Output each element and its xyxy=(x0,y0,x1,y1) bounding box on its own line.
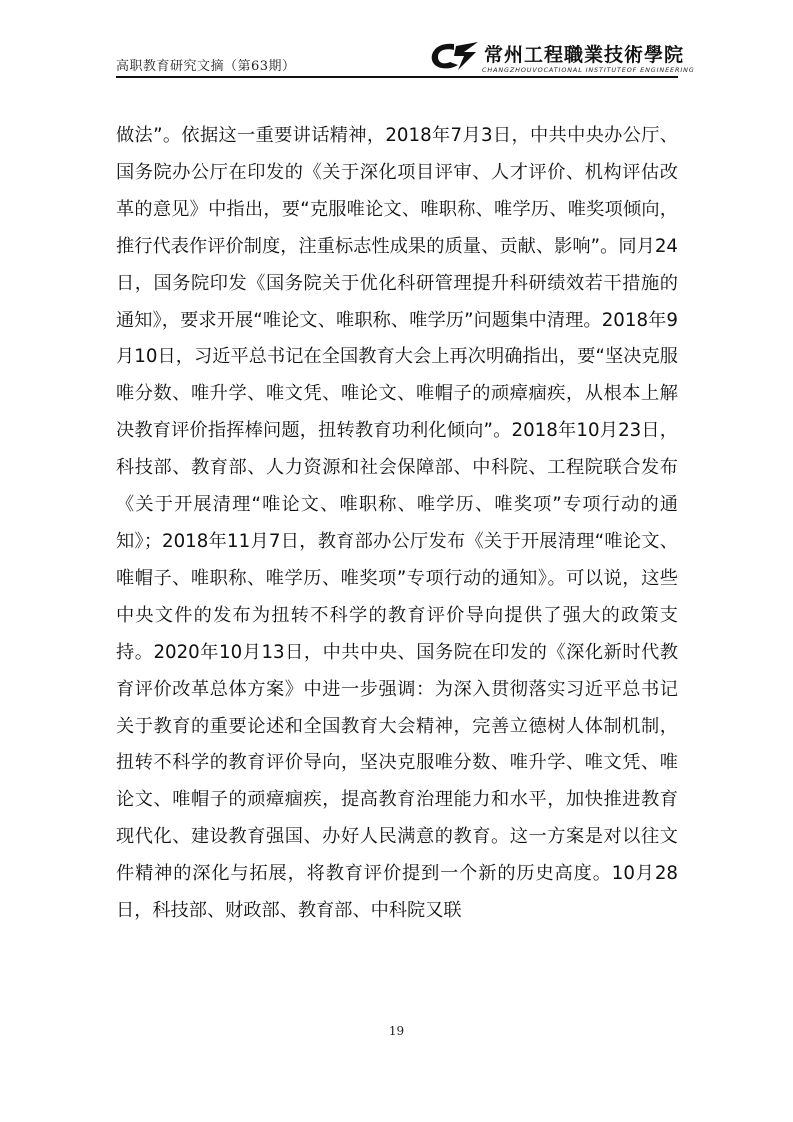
college-logo-mark-icon xyxy=(428,40,480,72)
page-number: 19 xyxy=(388,1024,405,1038)
college-name-cn: 常州工程職業技術學院 xyxy=(484,44,685,66)
page-header xyxy=(116,38,695,78)
journal-title: 高职教育研究文摘（第63期） xyxy=(116,59,296,74)
body-paragraph: 做法”。依据这一重要讲话精神，2018年7月3日，中共中央办公厅、国务院办公厅在印发的《关于深化项目评审、人才评价、机构评估改革的意见》中指出，要“克服唯论文、唯职称、唯学历、唯奖项倾向，推行代表作评价制度，注重标志性成果的质量、贡献、影响”。同月24日，国务院印发《国务院关于优化科研管理提升科研绩效若干措施的通知》，要求开展“唯论文、唯职称、唯学历”问题集中清理。2018年9月10日，习近平总书记在全国教育大会上再次明确指出，要“坚决克服唯分数、唯升学、唯文凭、唯论文、唯帽子的顽瘴痼疾，从根本上解决教育评价指挥棒问题，扭转教育功利化倾向”。2018年10月23日，科技部、教育部、人力资源和社会保障部、中科院、工程院联合发布《关于开展清理“唯论文、唯职称、唯学历、唯奖项”专项行动的通知》；2018年11月7日，教育部办公厅发布《关于开展清理“唯论文、唯帽子、唯职称、唯学历、唯奖项”专项行动的通知》。可以说，这些中央文件的发布为扭转不科学的教育评价导向提供了强大的政策支持。2020年10月13日，中共中央、国务院在印发的《深化新时代教育评价改革总体方案》中进一步强调：为深入贯彻落实习近平总书记关于教育的重要论述和全国教育大会精神，完善立德树人体制机制，扭转不科学的教育评价导向，坚决克服唯分数、唯升学、唯文凭、唯论文、唯帽子的顽瘴痼疾，提高教育治理能力和水平，加快推进教育现代化、建设教育强国、办好人民满意的教育。这一方案是对以往文件精神的深化与拓展，将教育评价提到一个新的历史高度。10月28日，科技部、财政部、教育部、中科院又联 xyxy=(116,125,678,922)
college-logo xyxy=(428,38,695,78)
college-name-en: CHANGZHOUVOCATIONAL INSTITUTEOF ENGINEERING xyxy=(482,66,695,74)
header-divider xyxy=(116,76,678,78)
